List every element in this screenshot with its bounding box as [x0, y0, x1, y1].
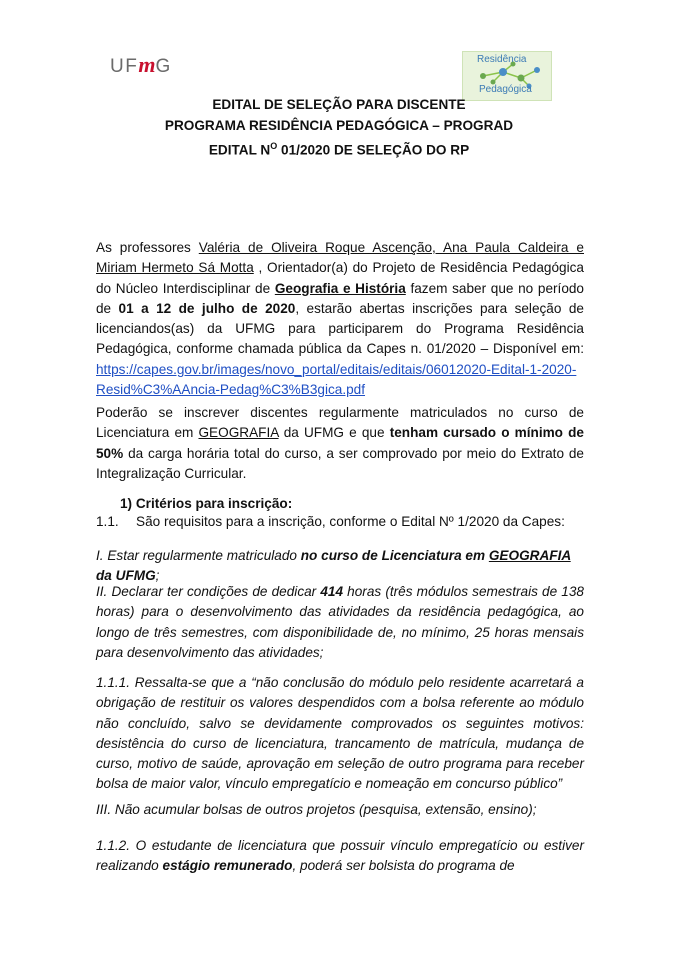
item-text: São requisitos para a inscrição, conforme o Edital Nº 1/2020 da Capes:	[136, 514, 565, 529]
intro-text-e: fazem saber que no período de	[96, 280, 584, 316]
intro-text-c: , Orientador(a) do Projeto de Residência Pedagógica do Núcleo Interdisciplinar de	[96, 260, 584, 296]
logo-text-uf: UF	[110, 56, 139, 77]
eligibility-paragraph	[96, 403, 584, 484]
intro-text-g: , estarão abertas inscrições para seleção de licenciandos(as) da UFMG para participarem do Programa Residência Pedagógica, conforme chamada pública da Capes n. 01/2020 – Disponível em:	[96, 300, 584, 357]
note112-text-a: 1.1.2. O estudante de licenciatura que possuir vínculo empregatício ou estiver realizando	[96, 838, 584, 874]
requirement-1	[96, 546, 584, 587]
req2-text-a: II. Declarar ter condições de dedicar	[96, 584, 321, 599]
title-line-2: PROGRAMA RESIDÊNCIA PEDAGÓGICA – PROGRAD	[164, 118, 514, 133]
req1-text-e: ;	[155, 568, 160, 584]
eligibility-text-c: da UFMG e que	[278, 425, 390, 441]
title-line-1: EDITAL DE SELEÇÃO PARA DISCENTE	[212, 97, 466, 112]
nucleo-name: Geografia e História	[274, 280, 406, 296]
title-line-3-post: 01/2020 DE SELEÇÃO DO RP	[277, 142, 470, 158]
section-item-1-1	[96, 512, 584, 532]
capes-edital-link[interactable]: https://capes.gov.br/images/novo_portal/editais/editais/06012020-Edital-1-2020-Resid%C3%AAncia-Pedag%C3%B3gica.pdf	[96, 361, 577, 398]
req2-hours: 414	[320, 584, 344, 599]
req1-text-d: da UFMG	[96, 568, 156, 584]
req1-text-b: no curso de Licenciatura em	[300, 548, 489, 563]
logo-text-m: m	[138, 52, 156, 77]
item-number: 1.1.	[96, 514, 119, 529]
document-title-block	[0, 94, 678, 161]
registration-period: 01 a 12 de julho de 2020	[118, 300, 296, 316]
eligibility-text-e: da carga horária total do curso, a ser comprovado por meio do Extrato de Integralização Curricular.	[96, 445, 584, 481]
professor-names: Valéria de Oliveira Roque Ascenção, Ana Paula Caldeira e Miriam Hermeto Sá Motta	[96, 240, 584, 276]
note-1-1-1: 1.1.1. Ressalta-se que a “não conclusão do módulo pelo residente acarretará a obrigação de restituir os valores despendidos com a bolsa referente ao módulo não concluído, salvo se devidamente comprovados os seguintes motivos: desistência do curso de licenciatura, trancamento de matrícula, mudança de curso, motivo de saúde, aprovação em seleção de outro programa para receber bolsa de maior valor, vínculo empregatício e nomeação em concurso público”	[96, 675, 584, 792]
intro-text-a: As professores	[96, 240, 199, 255]
title-line-3	[0, 136, 678, 161]
paid-internship: estágio remunerado	[162, 858, 293, 874]
minimum-workload: tenham cursado o mínimo de 50%	[96, 425, 584, 461]
note-1-1-2	[96, 836, 584, 877]
ufmg-logo	[110, 52, 172, 78]
requirement-2	[96, 582, 584, 663]
note112-text-c: , poderá ser bolsista do programa de	[292, 858, 515, 874]
logo-word-pedagogica: Pedagógica	[479, 84, 532, 95]
title-line-3-sup: O	[270, 141, 278, 151]
req2-text-c: horas (três módulos semestrais de 138 horas) para o desenvolvimento das atividades da residência pedagógica, ao longo de três semestres, com disponibilidade de, no mínimo, 25 horas mensais para desenvolvimento das atividades;	[96, 584, 584, 660]
eligibility-text-a: Poderão se inscrever discentes regularmente matriculados no curso de Licenciatura em	[96, 405, 584, 441]
logo-text-g: G	[155, 56, 172, 77]
title-line-3-pre: EDITAL N	[208, 142, 271, 158]
intro-paragraph	[96, 238, 584, 400]
section-heading-criteria: 1) Critérios para inscrição:	[120, 496, 293, 511]
logo-word-residencia: Residência	[477, 54, 527, 65]
req1-course: GEOGRAFIA	[488, 548, 571, 563]
req1-text-a: I. Estar regularmente matriculado	[96, 548, 301, 563]
course-name: GEOGRAFIA	[198, 425, 279, 441]
requirement-3: III. Não acumular bolsas de outros projetos (pesquisa, extensão, ensino);	[96, 802, 537, 817]
